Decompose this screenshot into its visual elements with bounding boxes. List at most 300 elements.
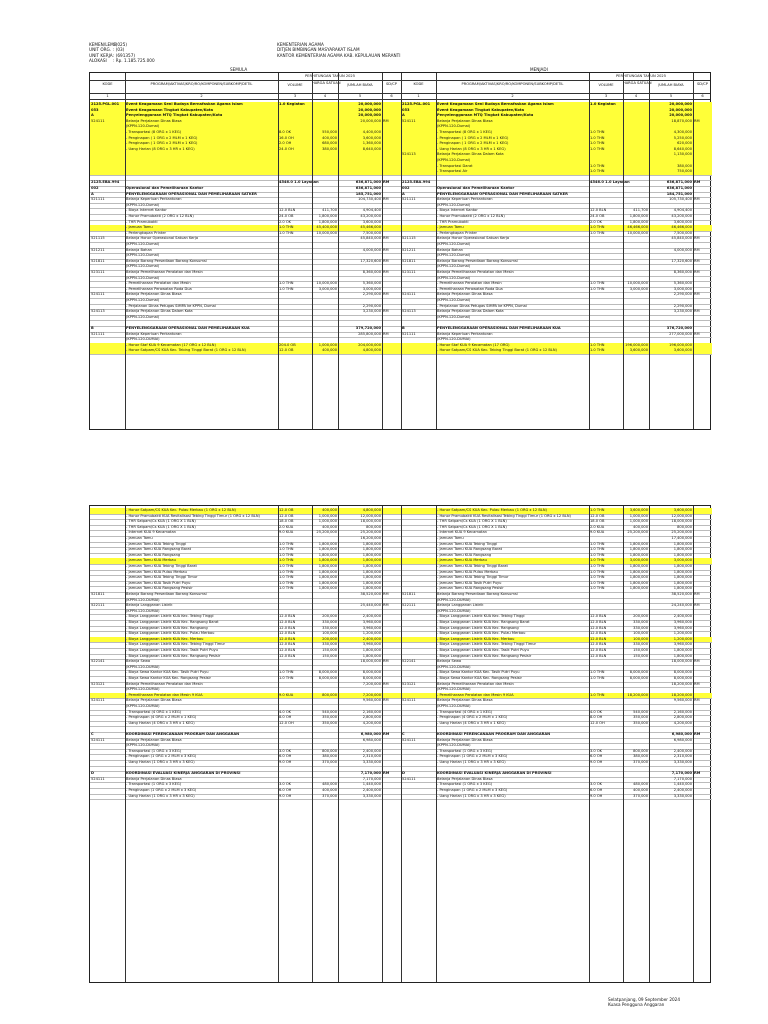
program-cell: - Transportasi (4 ORG x 1 KEG) (437, 709, 493, 714)
volume-cell: 2.0 OK (279, 219, 292, 224)
sdcp-cell: RM (694, 331, 700, 336)
program-cell: - Biaya Langganan Listrik KUA Kec. Rangsang Barat (126, 620, 219, 624)
sdcp-cell: RM (694, 292, 700, 297)
harga-cell: 330,000 (322, 625, 337, 630)
program-cell: - Jamuan Tamu KUA Rangsang (437, 552, 492, 557)
budget-sheet-page-2 (89, 505, 711, 983)
column-divider (401, 73, 402, 429)
header-rule (90, 93, 710, 94)
column-header-sdcp: SD/CP (697, 82, 708, 86)
jumlah-cell: 9,560,000 (362, 698, 381, 703)
program-cell: Belanja Perjalanan Dinas Dalam Kota (437, 309, 504, 314)
program-cell: KOORDINASI EVALUASI KINERJA ANGGARAN DI PROVINSI (126, 771, 241, 776)
program-cell: Operasional dan Pemeliharaan Kantor (126, 186, 204, 190)
sdcp-cell: RM (383, 270, 389, 274)
harga-cell: 1,000,000 (318, 342, 337, 347)
jumlah-cell: 3,230,000 (362, 309, 381, 314)
jumlah-cell: 45,466,000 (360, 225, 381, 230)
kode-cell: 521111 (91, 197, 105, 202)
harga-cell: 1,800,000 (318, 569, 337, 574)
program-cell: (KPPN.120-Dumai) (126, 242, 160, 246)
program-cell: (KPPN.120-Dumai) (437, 158, 471, 162)
jumlah-cell: 800,000 (366, 524, 381, 529)
harga-cell: 800,000 (322, 692, 337, 697)
program-cell: - Uang Harian (8 ORG x 3 HR x 1 KEG) (126, 146, 195, 151)
program-cell: - Jamuan Tamu KUA Rangsang Pesisir (437, 586, 504, 591)
header-left-key: UNIT ORG. (89, 47, 112, 53)
jumlah-cell: 38,520,000 (671, 592, 692, 596)
program-cell: Belanja Keperluan Perkantoran (126, 331, 182, 336)
column-header-sdcp: SD/CP (386, 82, 397, 86)
column-number: 5 (669, 94, 673, 98)
program-cell: Belanja Pemeliharaan Peralatan dan Mesin (126, 681, 203, 686)
jumlah-cell: 17,320,600 (671, 258, 692, 263)
column-divider (401, 506, 402, 982)
sdcp-cell: RM (694, 681, 700, 686)
jumlah-cell: 3,330,000 (673, 760, 692, 764)
jumlah-cell: 2,400,000 (673, 748, 692, 753)
harga-cell: 350,000 (633, 715, 648, 720)
jumlah-cell: 3,960,000 (673, 620, 692, 624)
jumlah-cell: 196,000,000 (669, 342, 692, 347)
volume-cell: 1.0 THN (590, 163, 605, 168)
volume-cell: 2.0 OH (279, 141, 292, 146)
volume-cell: 1.0 THN (590, 286, 605, 291)
jumlah-cell: 45,840,000 (671, 236, 692, 241)
program-cell: Penyelenggaraan MTQ Tingkat Kabupaten/Kota (126, 113, 223, 118)
jumlah-cell: 277,000,000 (669, 331, 692, 336)
volume-cell: 1.0 THN (590, 676, 605, 680)
program-cell: - Jamuan Tamu KUA Pulau Merbau (126, 569, 187, 574)
program-cell: - Biaya Internet Kantor (126, 208, 167, 213)
jumlah-cell: 1,440,000 (362, 782, 381, 787)
jumlah-cell: 45,840,000 (360, 236, 381, 241)
volume-cell: 1.0 THN (279, 286, 294, 291)
program-cell: - Biaya Langganan Listrik KUA Kec. Tasik Putri Puyu (126, 648, 218, 652)
header-left-value: : Rp. 1.185.725.000 (113, 58, 155, 64)
harga-cell: 3,600,000 (629, 508, 648, 512)
header-right-info (277, 42, 400, 58)
volume-cell: 6.0 OH (279, 788, 292, 792)
column-divider (338, 506, 339, 982)
harga-cell: 400,000 (633, 524, 648, 529)
program-cell: (KPPN.120-DUMAI) (437, 597, 471, 602)
column-header-perhitungan: PERHITUNGAN TAHUN 2025 (305, 74, 355, 78)
volume-cell: 12.0 BLN (279, 631, 296, 636)
volume-cell: 1.0 THN (590, 130, 605, 134)
jumlah-cell: 2,160,000 (673, 709, 692, 714)
program-cell: - Jamuan Tamu KUA Tebing Tinggi Barat (437, 564, 508, 568)
program-cell: - Jamuan Tamu KUA Pulau Merbau (437, 569, 498, 574)
program-cell: - Penginapan ( 1 ORG x 2 MLM x 1 KEG) (126, 135, 198, 140)
harga-cell: 400,000 (322, 508, 337, 512)
program-cell: Belanja Bahan (126, 247, 152, 252)
jumlah-cell: 2,400,000 (362, 748, 381, 753)
column-header-program: PROGRAM/AKTIVAS/KRO/RO/KOMPONEN/SUBKOMP/DETIL (150, 82, 253, 86)
program-cell: - Uang Harian (8 ORG x 3 HR x 1 KEG) (437, 146, 506, 151)
harga-cell: 8,000,000 (629, 676, 648, 680)
column-divider (312, 73, 313, 429)
harga-cell: 46,466,000 (627, 225, 648, 230)
kode-cell: 524111 (402, 118, 416, 123)
program-cell: PENYELENGGARAAN OPERASIONAL DAN PEMELIHARAAN SATKER (126, 191, 257, 196)
kode-cell: D (402, 771, 405, 776)
jumlah-cell: 2,290,000 (362, 292, 381, 297)
program-cell: - Biaya Langganan Listrik KUA Kec. Tebing Tinggi Timur (126, 642, 226, 647)
volume-cell: 1.0 THN (590, 552, 605, 557)
harga-cell: 330,000 (322, 620, 337, 624)
volume-cell: 2.0 KUA (279, 524, 294, 529)
program-cell: - Biaya Langganan Listrik KUA Kec. Rangsang (126, 625, 208, 630)
program-cell: - Jamuan Tamu KUA Tebing Tinggi (126, 541, 187, 546)
harga-cell: 400,000 (633, 788, 648, 792)
jumlah-cell: 104,730,400 (358, 197, 381, 202)
kode-cell: 522111 (402, 603, 416, 608)
program-cell: - Perlengkapan Printer (126, 230, 167, 235)
harga-cell: 1,800,000 (318, 541, 337, 546)
column-divider (278, 506, 279, 982)
program-cell: - Jamuan Tamu (126, 225, 153, 230)
jumlah-cell: 2,290,000 (362, 303, 381, 308)
volume-cell: 9.0 OH (590, 793, 603, 798)
jumlah-cell: 1,800,000 (362, 653, 381, 658)
harga-cell: 10,000,000 (627, 230, 648, 235)
jumlah-cell: 3,960,000 (673, 625, 692, 630)
harga-cell: 350,000 (322, 720, 337, 725)
harga-cell: 200,000 (322, 614, 337, 619)
program-cell: - Jamuan Tamu KUA Tebing Tinggi (437, 541, 498, 546)
column-header-jumlah: JUMLAH BIAYA (347, 83, 373, 87)
harga-cell: 370,000 (633, 793, 648, 798)
program-cell: PENYELENGGARAAN OPERASIONAL DAN PEMELIHARAAN KUA (437, 326, 561, 330)
harga-cell: 400,000 (322, 135, 337, 140)
volume-cell: 4.0 OK (590, 709, 603, 714)
program-cell: (KPPN.120-Dumai) (126, 275, 160, 280)
sdcp-cell: RM (694, 247, 700, 252)
column-divider (649, 73, 650, 429)
kode-cell: 524111 (91, 698, 105, 703)
sdcp-cell: RM (383, 681, 389, 686)
jumlah-cell: 620,000 (677, 141, 692, 146)
program-cell: Belanja Perjalanan Dinas Dalam Kota (437, 152, 504, 157)
harga-cell: 8,000,000 (318, 676, 337, 680)
program-cell: - Jamuan Tamu KUA Tebing Tinggi Timur (437, 575, 509, 580)
harga-cell: 1,800,000 (318, 586, 337, 591)
program-cell: Belanja Langganan Listrik (437, 603, 484, 608)
signature-block (608, 997, 680, 1008)
program-cell: - Jamuan Tamu KUA Tasik Putri Puyu (126, 580, 191, 585)
harga-cell: 45,400,000 (316, 225, 337, 230)
column-header-harga: HARGA SATUAN (623, 81, 652, 85)
program-cell: - Uang Harian (4 ORG x 3 HR x 1 KEG) (437, 720, 506, 725)
jumlah-cell: 204,000,000 (358, 342, 381, 347)
program-cell: Belanja Perjalanan Dinas Dalam Kota (126, 309, 193, 314)
volume-cell: 12.0 BLN (590, 620, 607, 624)
kode-cell: 524111 (91, 118, 105, 123)
header-rule (90, 80, 710, 81)
kode-cell: C (402, 732, 405, 736)
kode-cell: 002 (91, 186, 99, 190)
jumlah-cell: 2,400,000 (362, 788, 381, 792)
kode-cell: 521811 (402, 258, 416, 263)
jumlah-cell: 2,400,000 (362, 614, 381, 619)
jumlah-cell: 20,000,000 (358, 107, 381, 112)
program-cell: Belanja Pemeliharaan Peralatan dan Mesin (126, 270, 203, 274)
volume-cell: 1.0 THN (590, 558, 605, 563)
header-left-line (89, 58, 155, 63)
volume-cell: 12.0 BLN (279, 620, 296, 624)
harga-cell: 10,000,000 (316, 230, 337, 235)
volume-cell: 12.0 BLN (279, 625, 296, 630)
sdcp-cell: RM (383, 180, 390, 185)
program-cell: (KPPN.120-DUMAI) (126, 664, 160, 669)
jumlah-cell: 5,360,000 (362, 281, 381, 286)
program-cell: Event Keagamaan Tingkat Kabupaten/Kota (437, 107, 525, 112)
program-cell: - Biaya Internet Kantor (437, 208, 478, 213)
volume-cell: 12.0 BLN (590, 648, 607, 652)
sdcp-cell: RM (383, 331, 389, 336)
program-cell: (KPPN.120-DUMAI) (126, 704, 160, 708)
program-cell: Belanja Bahan (437, 247, 463, 252)
jumlah-cell: 8,000,000 (362, 670, 381, 675)
program-cell: Belanja Langganan Listrik (126, 603, 173, 608)
program-cell: - Transportasi (1 ORG x 3 KEG) (126, 748, 182, 753)
jumlah-cell: 1,800,000 (362, 648, 381, 652)
volume-cell: 18.0 OB (279, 519, 294, 524)
harga-cell: 480,000 (633, 782, 648, 787)
header-right-line: DITJEN BIMBINGAN MASYARAKAT ISLAM (277, 47, 360, 53)
program-cell: - Penginapan (1 ORG x 2 MLM x 3 KEG) (437, 788, 508, 792)
volume-cell: 3.0 OK (279, 782, 292, 787)
kode-cell: A (91, 113, 94, 118)
program-cell: - Jamuan Tamu (437, 536, 464, 540)
jumlah-cell: 1,440,000 (673, 782, 692, 787)
column-number: 6 (701, 94, 704, 98)
jumlah-cell: 8,000,000 (362, 676, 381, 680)
harga-cell: 330,000 (633, 625, 648, 630)
harga-cell: 1,800,000 (629, 214, 648, 218)
sdcp-cell: RM (383, 292, 389, 297)
sdcp-cell: RM (694, 592, 700, 596)
harga-cell: 1,000,000 (629, 513, 648, 518)
jumlah-cell: 1,800,000 (673, 569, 692, 574)
column-number: 5 (358, 94, 362, 98)
jumlah-cell: 2,290,000 (673, 303, 692, 308)
jumlah-cell: 17,400,000 (671, 536, 692, 540)
jumlah-cell: 7,500,000 (673, 230, 692, 235)
program-cell: (KPPN.120-Dumai) (437, 124, 471, 129)
program-cell: Belanja Perjalanan Dinas Biasa (437, 698, 493, 703)
harga-cell: 1,800,000 (629, 552, 648, 557)
program-cell: - Honor Satpam/CS KUA Kec. Tebing Tinggi Barat (1 ORG x 12 BLN) (126, 348, 246, 353)
volume-cell: 1.0 THN (279, 676, 294, 680)
sdcp-cell: RM (694, 732, 701, 736)
jumlah-cell: 3,600,000 (673, 508, 692, 512)
program-cell: - Jamuan Tamu KUA Rangsang (126, 552, 181, 557)
program-cell: - Biaya Langganan Listrik KUA Kec. Merbau (126, 636, 204, 641)
harga-cell: 370,000 (322, 793, 337, 798)
jumlah-cell: 3,960,000 (362, 642, 381, 647)
harga-cell: 10,000,000 (316, 281, 337, 286)
jumlah-cell: 3,600,000 (362, 135, 381, 140)
program-cell: - Biaya Langganan Listrik KUA Kec. Pulau Merbau (437, 631, 526, 636)
volume-cell: 3.0 OK (590, 748, 603, 753)
program-cell: - Perlengkapan Printer (437, 230, 478, 235)
jumlah-cell: 7,200,000 (362, 692, 381, 697)
column-number: 1 (417, 94, 420, 98)
volume-cell: 1.0 THN (590, 569, 605, 574)
jumlah-cell: 7,170,000 (362, 776, 381, 781)
volume-cell: 18.0 OB (590, 519, 605, 524)
jumlah-cell: 2,160,000 (362, 709, 381, 714)
program-cell: - Pemeliharaan Perawatan Roda Dua (126, 286, 192, 291)
volume-cell: 1.0 Kegiatan (590, 102, 616, 106)
jumlah-cell: 1,800,000 (673, 541, 692, 546)
program-cell: Operasional dan Pemeliharaan Kantor (437, 186, 515, 190)
program-cell: - THR Satpam/Cs KUA (1 ORG X 1 BLN) (126, 519, 196, 524)
column-number: 2 (511, 94, 514, 98)
volume-cell: 1.0 THN (590, 141, 605, 146)
harga-cell: 1,000,000 (318, 513, 337, 518)
volume-cell: 3.0 OK (279, 748, 292, 753)
kode-cell: 2125.PGL.001 (402, 102, 431, 106)
kode-cell: 524111 (402, 292, 416, 297)
column-number: 3 (293, 94, 297, 98)
jumlah-cell: 636,871,000 (355, 180, 381, 185)
program-cell: - Uang Harian (1 ORG x 3 HR x 3 KEG) (437, 760, 506, 764)
program-cell: (KPPN.120-DUMAI) (437, 687, 471, 692)
header-rule (90, 99, 710, 100)
kode-cell: A (402, 113, 405, 118)
program-cell: Belanja Perjalanan Dinas Biasa (126, 118, 182, 123)
column-header-kode: KODE (413, 82, 424, 86)
harga-cell: 370,000 (322, 760, 337, 764)
kode-cell: 2125.EBA.994 (91, 180, 120, 185)
harga-cell: 330,000 (633, 642, 648, 647)
header-left-value: : (025) (113, 42, 128, 47)
program-cell: (KPPN.120-Dumai) (126, 253, 160, 258)
sdcp-cell: RM (694, 698, 700, 703)
jumlah-cell: 3,960,000 (362, 625, 381, 630)
column-divider (589, 73, 590, 429)
volume-cell: 6.0 OH (590, 754, 603, 759)
jumlah-cell: 43,200,000 (360, 214, 381, 218)
program-cell: Belanja Keperluan Perkantoran (126, 197, 182, 202)
jumlah-cell: 4,800,000 (362, 348, 381, 353)
program-cell: (KPPN.120-Dumai) (437, 242, 471, 246)
kode-cell: 523111 (91, 270, 105, 274)
volume-cell: 6.0 OH (590, 788, 603, 792)
volume-cell: 1.0 THN (590, 670, 605, 675)
program-cell: - Biaya Sewa Kantor KUA Kec. Tasik Putri Puyu (437, 670, 520, 675)
jumlah-cell: 8,640,000 (673, 146, 692, 151)
kode-cell: 524111 (91, 737, 105, 742)
program-cell: - Jamuan Tamu KUA Rangsang Barat (437, 547, 503, 552)
harga-cell: 411,700 (322, 208, 337, 213)
column-header-volume: VOLUME (287, 83, 303, 87)
jumlah-cell: 4,000,000 (362, 247, 381, 252)
program-cell: - Transportasi Air (437, 169, 468, 174)
sdcp-cell: RM (694, 659, 700, 664)
kode-cell: 521211 (91, 247, 105, 252)
sdcp-cell: RM (694, 603, 700, 608)
kode-cell: 523121 (91, 681, 105, 686)
program-cell: - Pemeliharaan Peralatan dan Mesin (126, 281, 191, 286)
kode-cell: D (91, 771, 94, 776)
program-cell: Belanja Perjalanan Dinas Biasa (437, 118, 493, 123)
jumlah-cell: 1,800,000 (362, 547, 381, 552)
volume-cell: 9.0 OH (590, 760, 603, 764)
jumlah-cell: 6,980,000 (671, 732, 692, 736)
sdcp-cell: RM (383, 118, 389, 123)
table-row (401, 794, 712, 801)
column-number: 6 (390, 94, 393, 98)
harga-cell: 3,000,000 (318, 286, 337, 291)
jumlah-cell: 750,000 (677, 169, 692, 174)
jumlah-cell: 1,800,000 (362, 580, 381, 585)
program-cell: Belanja Pemeliharaan Peralatan dan Mesin (437, 681, 514, 686)
kode-cell: B (91, 326, 94, 330)
harga-cell: 370,000 (633, 760, 648, 764)
sdcp-cell: RM (383, 603, 389, 608)
jumlah-cell: 20,000,000 (358, 113, 381, 118)
jumlah-cell: 20,000,000 (669, 102, 692, 106)
program-cell: - Biaya Langganan Listrik KUA Kec. Rangsang Pesisir (126, 653, 221, 658)
jumlah-cell: 6,980,000 (673, 737, 692, 742)
jumlah-cell: 18,200,000 (671, 692, 692, 697)
column-number: 4 (634, 94, 638, 98)
jumlah-cell: 6,980,000 (362, 737, 381, 742)
jumlah-cell: 20,000,000 (669, 113, 692, 118)
program-cell: Belanja Pemeliharaan Peralatan dan Mesin (437, 270, 514, 274)
jumlah-cell: 25,200,000 (671, 530, 692, 535)
program-cell: - Transportasi (8 ORG x 1 KEG) (126, 130, 182, 134)
program-cell: - Pemeliharaan Peralatan dan Mesin 9 KUA (126, 692, 203, 697)
program-cell: - Penginapan ( 1 ORG x 2 MLM x 1 KEG) (126, 141, 198, 146)
volume-cell: 12.0 OH (590, 720, 605, 725)
jumlah-cell: 3,960,000 (362, 620, 381, 624)
jumlah-cell: 1,800,000 (673, 564, 692, 568)
kode-cell: 2125.PGL.001 (91, 102, 120, 106)
jumlah-cell: 1,800,000 (673, 552, 692, 557)
column-divider (125, 73, 126, 429)
program-cell: (KPPN.120-Dumai) (126, 314, 160, 319)
program-cell: - THR Satpam/Cs KUA (1 ORG X 1 BLN) (437, 524, 507, 529)
harga-cell: 1,800,000 (629, 541, 648, 546)
volume-cell: 12.0 OB (279, 513, 294, 518)
volume-cell: 1.0 THN (590, 342, 605, 347)
program-cell: (KPPN.120-DUMAI) (126, 687, 160, 692)
kode-cell: 524111 (402, 737, 416, 742)
column-divider (125, 506, 126, 982)
harga-cell: 480,000 (322, 782, 337, 787)
program-cell: Belanja Perjalanan Dinas Biasa (437, 776, 493, 781)
jumlah-cell: 5,250,000 (673, 135, 692, 140)
program-cell: Belanja Barang Persediaan Barang Konsumsi (126, 258, 207, 263)
table-row (90, 794, 401, 801)
program-cell: - Biaya Langganan Listrik KUA Kec. Tebing Tinggi Timur (437, 642, 537, 647)
volume-cell: 9.0 KUA (279, 692, 294, 697)
table-row (90, 348, 401, 355)
sdcp-cell: RM (694, 309, 700, 314)
jumlah-cell: 7,170,000 (671, 771, 692, 776)
program-cell: (KPPN.120-Dumai) (437, 202, 471, 207)
program-cell: - Penginapan (4 ORG x 2 MLM x 1 KEG) (437, 715, 508, 720)
program-cell: Event Keagamaan Seni Budaya Bernafaskan Agama Islam (126, 102, 243, 106)
column-number: 4 (323, 94, 327, 98)
jumlah-cell: 2,800,000 (673, 715, 692, 720)
jumlah-cell: 18,000,000 (671, 659, 692, 664)
